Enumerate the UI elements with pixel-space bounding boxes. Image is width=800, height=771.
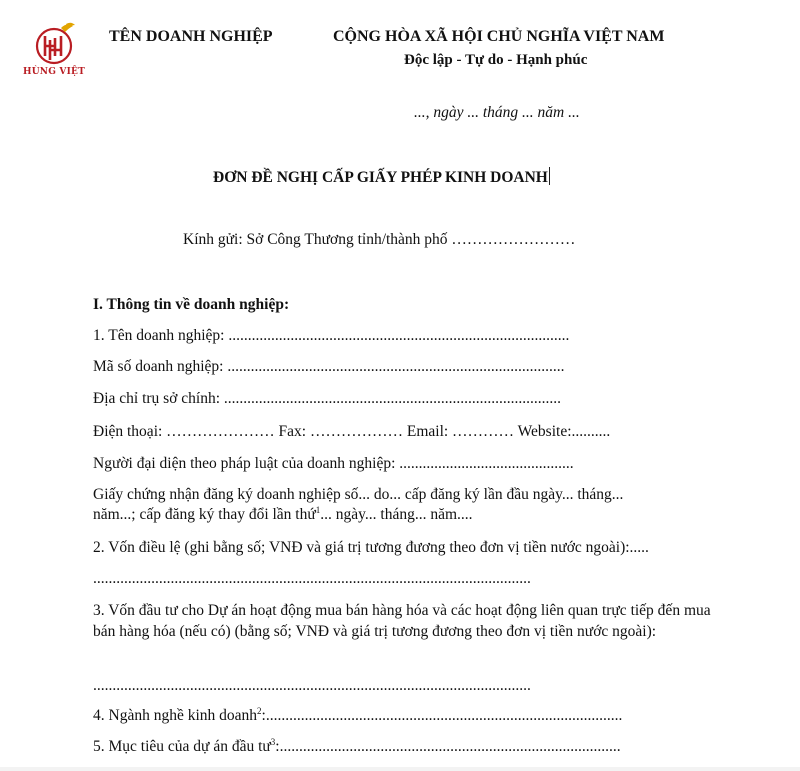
company-label: TÊN DOANH NGHIỆP bbox=[109, 28, 273, 45]
field-business-line bbox=[93, 707, 622, 725]
page-bottom-edge bbox=[0, 767, 800, 771]
field-investment-dots: ................................................................................................................. bbox=[93, 677, 531, 694]
country-name: CỘNG HÒA XÃ HỘI CHỦ NGHĨA VIỆT NAM bbox=[333, 28, 665, 45]
field-objective bbox=[93, 738, 621, 756]
section-heading: I. Thông tin về doanh nghiệp: bbox=[93, 296, 290, 313]
footnote-3: 3 bbox=[270, 736, 276, 747]
objective-text: 5. Mục tiêu của dự án đầu tư bbox=[93, 738, 271, 755]
national-motto: Độc lập - Tự do - Hạnh phúc bbox=[404, 52, 588, 68]
field-charter-capital: 2. Vốn điều lệ (ghi bằng số; VNĐ và giá trị tương đương theo đơn vị tiền nước ngoài):..... bbox=[93, 539, 649, 556]
footnote-2: 2 bbox=[257, 705, 262, 716]
field-cert-line1: Giấy chứng nhận đăng ký doanh nghiệp số... do... cấp đăng ký lần đầu ngày... tháng... bbox=[93, 486, 624, 503]
cert-line2-text: năm...; cấp đăng ký thay đổi lần thứ bbox=[93, 506, 316, 523]
cert-line2-rest: ... ngày... tháng... năm.... bbox=[320, 506, 473, 523]
document-title-text: ĐƠN ĐỀ NGHỊ CẤP GIẤY PHÉP KINH DOANH bbox=[213, 169, 548, 186]
field-address: Địa chỉ trụ sở chính: ....................................................................................... bbox=[93, 390, 562, 407]
footnote-1: 1 bbox=[315, 504, 321, 515]
field-company-name: 1. Tên doanh nghiệp: ........................................................................................ bbox=[93, 327, 570, 344]
field-tax-code: Mã số doanh nghiệp: ....................................................................................... bbox=[93, 358, 565, 375]
field-investment-capital: 3. Vốn đầu tư cho Dự án hoạt động mua bán hàng hóa và các hoạt động liên quan trực tiếp đến mua bán hàng hóa (nếu có) (bằng số; VNĐ và giá trị tương đương theo đơn vị tiền nước ngoài): bbox=[93, 602, 711, 640]
field-charter-dots: ................................................................................................................. bbox=[93, 570, 531, 587]
field-cert-line2 bbox=[93, 506, 473, 524]
date-line: ..., ngày ... tháng ... năm ... bbox=[414, 104, 580, 121]
business-line-dots: :............................................................................................ bbox=[261, 707, 623, 724]
field-legal-rep: Người đại diện theo pháp luật của doanh nghiệp: ............................................. bbox=[93, 455, 574, 472]
text-cursor bbox=[549, 167, 550, 185]
business-line-text: 4. Ngành nghề kinh doanh bbox=[93, 707, 258, 724]
recipient-line: Kính gửi: Sở Công Thương tỉnh/thành phố …………………… bbox=[183, 231, 576, 248]
logo-text: HÙNG VIỆT bbox=[23, 67, 85, 77]
objective-dots: :........................................................................................ bbox=[275, 738, 621, 755]
field-contact: Điện thoại: ………………… Fax: ……………… Email: ………… Website:.......... bbox=[93, 423, 611, 440]
document-title bbox=[213, 167, 550, 187]
